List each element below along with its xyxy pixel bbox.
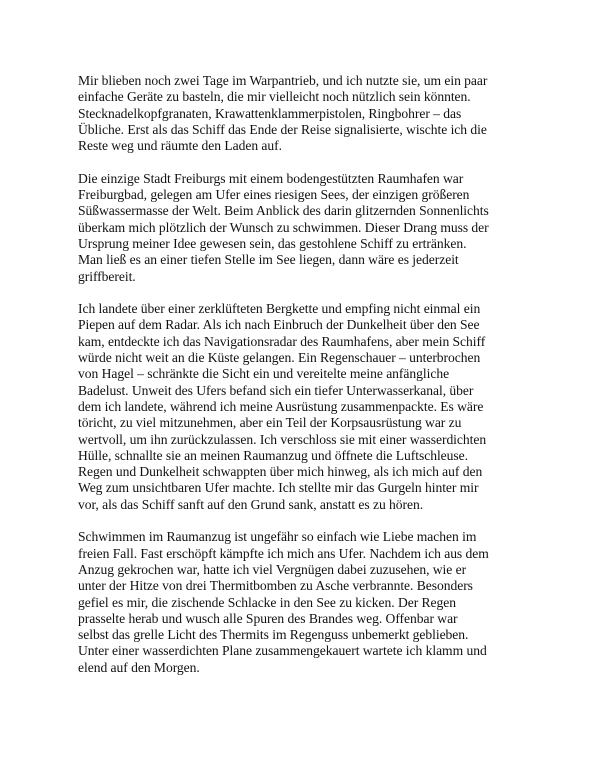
text-line: Übliche. Erst als das Schiff das Ende der Reise signalisierte, wischte ich die	[78, 121, 487, 137]
text-line: griffbereit.	[78, 268, 136, 284]
text-line: gefiel es mir, die zischende Schlacke in den See zu kicken. Der Regen	[78, 594, 456, 610]
text-line: Piepen auf dem Radar. Als ich nach Einbruch der Dunkelheit über den See	[78, 317, 480, 333]
text-line: Man ließ es an einer tiefen Stelle im See liegen, dann wäre es jederzeit	[78, 252, 459, 268]
text-line: wertvoll, um ihn zurückzulassen. Ich verschloss sie mit einer wasserdichten	[78, 431, 487, 447]
text-line: Mir blieben noch zwei Tage im Warpantrieb, und ich nutzte sie, um ein paar	[78, 73, 488, 88]
paragraph	[78, 529, 524, 676]
text-line: selbst das grelle Licht des Thermits im Regenguss unbemerkt geblieben.	[78, 627, 469, 643]
text-line: Süßwassermasse der Welt. Beim Anblick des darin glitzernden Sonnenlichts	[78, 203, 489, 219]
text-line: Freiburgbad, gelegen am Ufer eines riesigen Sees, der einzigen größeren	[78, 187, 470, 203]
text-line: Badelust. Unweit des Ufers befand sich ein tiefer Unterwasserkanal, über	[78, 382, 474, 398]
text-line: Stecknadelkopfgranaten, Krawattenklammerpistolen, Ringbohrer – das	[78, 105, 462, 121]
text-line: Anzug gekrochen war, hatte ich viel Vergnügen dabei zuzusehen, wie er	[78, 561, 467, 577]
text-line: unter der Hitze von drei Thermitbomben zu Asche verbrannte. Besonders	[78, 578, 473, 594]
text-line: Ursprung meiner Idee gewesen sein, das gestohlene Schiff zu ertränken.	[78, 235, 467, 251]
text-line: dem ich landete, während ich meine Ausrüstung zusammenpackte. Es wäre	[78, 398, 484, 414]
text-line: Regen und Dunkelheit schwappten über mich hinweg, als ich mich auf den	[78, 464, 483, 480]
paragraph	[78, 73, 524, 154]
text-line: Schwimmen im Raumanzug ist ungefähr so einfach wie Liebe machen im	[78, 529, 477, 545]
text-line: töricht, zu viel mitzunehmen, aber ein Teil der Korpsausrüstung war zu	[78, 415, 462, 431]
text-line: einfache Geräte zu basteln, die mir vielleicht noch nützlich sein könnten.	[78, 89, 471, 105]
text-line: kam, entdeckte ich das Navigationsradar des Raumhafens, aber mein Schiff	[78, 333, 486, 349]
text-line: elend auf den Morgen.	[78, 659, 200, 675]
text-line: Die einzige Stadt Freiburgs mit einem bodengestützten Raumhafen war	[78, 170, 464, 186]
text-line: prasselte herab und wusch alle Spuren des Brandes weg. Offenbar war	[78, 610, 458, 626]
text-line: Ich landete über einer zerklüfteten Bergkette und empfing nicht einmal ein	[78, 301, 481, 317]
text-line: Hülle, schnallte sie an meinen Raumanzug und öffnete die Luftschleuse.	[78, 447, 468, 463]
text-line: überkam mich plötzlich der Wunsch zu schwimmen. Dieser Drang muss der	[78, 219, 489, 235]
text-line: würde nicht weit an die Küste gelangen. Ein Regenschauer – unterbrochen	[78, 350, 481, 366]
text-line: freien Fall. Fast erschöpft kämpfte ich mich ans Ufer. Nachdem ich aus dem	[78, 545, 489, 561]
text-line: von Hagel – schränkte die Sicht ein und vereitelte meine anfängliche	[78, 366, 450, 382]
document-body	[78, 73, 524, 692]
paragraph	[78, 171, 524, 285]
text-line: vor, als das Schiff sanft auf den Grund sank, anstatt es zu hören.	[78, 496, 424, 512]
text-line: Unter einer wasserdichten Plane zusammengekauert wartete ich klamm und	[78, 643, 487, 659]
text-line: Reste weg und räumte den Laden auf.	[78, 138, 282, 154]
paragraph	[78, 301, 524, 513]
text-line: Weg zum unsichtbaren Ufer machte. Ich stellte mir das Gurgeln hinter mir	[78, 480, 479, 496]
